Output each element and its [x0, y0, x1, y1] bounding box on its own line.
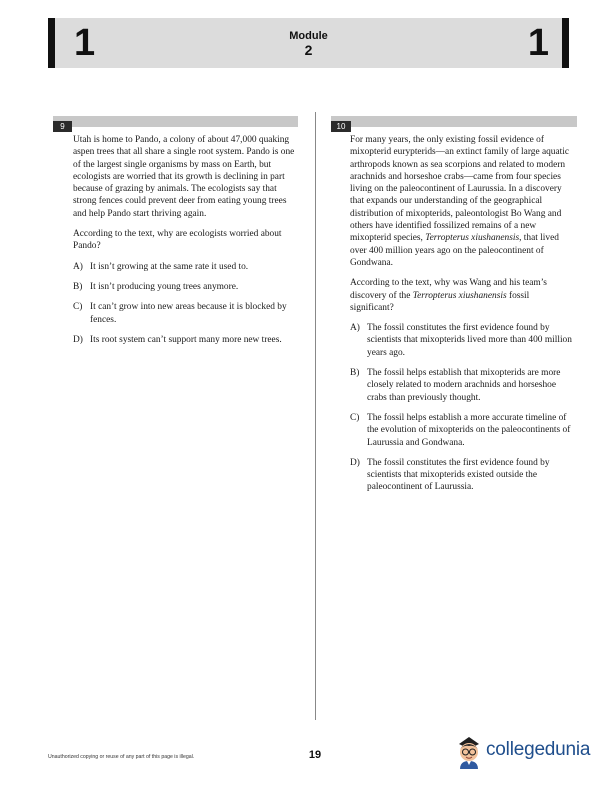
question-9-number: 9	[53, 121, 72, 132]
question-10-choices	[350, 322, 575, 494]
species-name: Terropterus xiushanensis	[412, 290, 507, 301]
choice-letter: C)	[350, 412, 360, 423]
answer-choice-b[interactable]	[73, 281, 295, 293]
passage-text: For many years, the only existing fossil evidence of mixopterid eurypterids—an extinct family of large aquatic arthropods known as sea scorpions and related to modern arachnids and horseshoe crabs—came from four species living on the paleocontinent of Laurussia. In a discovery that expands our understanding of the geographical distribution of mixopterids, paleontologist Bo Wang and others have identified fossilized remains of a new mixopterid species,	[350, 135, 570, 244]
choice-text: It can’t grow into new areas because it is blocked by fences.	[90, 302, 287, 325]
choice-text: It isn’t growing at the same rate it used to.	[90, 261, 249, 272]
prompt-text-end: fossil significant?	[350, 290, 530, 313]
choice-letter: B)	[73, 281, 83, 292]
question-10	[350, 134, 575, 502]
question-10-prompt	[350, 277, 575, 314]
choice-text: The fossil helps establish a more accurate timeline of the evolution of mixopterids on the paleocontinents of Laurussia and Gondwana.	[367, 412, 571, 448]
answer-choice-c[interactable]	[350, 412, 575, 449]
module-number: 2	[304, 42, 313, 58]
student-mascot-icon	[454, 731, 484, 769]
question-10-bar	[331, 116, 577, 131]
module-header	[48, 18, 569, 68]
choice-text: Its root system can’t support many more new trees.	[90, 334, 282, 345]
answer-choice-d[interactable]	[73, 334, 295, 346]
section-number-left: 1	[74, 22, 96, 64]
choice-text: The fossil helps establish that mixopterids are more closely related to modern arachnids and horseshoe crabs than previously thought.	[367, 368, 561, 403]
species-name: Terropterus xiushanensis	[425, 233, 520, 244]
choice-letter: D)	[73, 334, 83, 345]
column-divider	[315, 112, 316, 720]
question-9	[73, 134, 295, 354]
question-9-bar	[53, 116, 298, 131]
answer-choice-a[interactable]	[350, 322, 575, 359]
question-10-passage	[350, 134, 575, 269]
choice-letter: A)	[73, 261, 83, 272]
page-number: 19	[308, 749, 322, 761]
question-9-passage: Utah is home to Pando, a colony of about 47,000 quaking aspen trees that all share a single root system. Pando is one of the largest single organisms by mass on Earth, but ecologists are worried that its growth is declining in part because of grazing by animals. The ecologists say that strong fences could prevent deer from eating young trees and help Pando start thriving again.	[73, 135, 295, 219]
copyright-note: Unauthorized copying or reuse of any part of this page is illegal.	[48, 754, 195, 760]
passage-text-end: , that lived over 400 million years ago on the paleocontinent of Gondwana.	[350, 233, 559, 268]
choice-letter: C)	[73, 302, 83, 313]
choice-letter: B)	[350, 368, 360, 379]
module-label	[48, 30, 569, 59]
answer-choice-b[interactable]	[350, 367, 575, 404]
choice-text: The fossil constitutes the first evidence found by scientists that mixopterids existed outside the paleocontinent of Laurussia.	[367, 457, 550, 493]
question-9-choices	[73, 261, 295, 346]
answer-choice-a[interactable]	[73, 261, 295, 273]
question-9-prompt: According to the text, why are ecologists worried about Pando?	[73, 229, 282, 252]
question-10-number: 10	[331, 121, 351, 132]
header-right-bar	[562, 18, 569, 68]
choice-letter: A)	[350, 323, 360, 334]
answer-choice-c[interactable]	[73, 301, 295, 326]
choice-text: The fossil constitutes the first evidence found by scientists that mixopterids lived more than 400 million years ago.	[367, 323, 572, 358]
choice-letter: D)	[350, 457, 360, 468]
section-number-right: 1	[527, 22, 549, 64]
answer-choice-d[interactable]	[350, 457, 575, 494]
prompt-text: According to the text, why was Wang and his team’s discovery of the	[350, 278, 547, 301]
module-label-text: Module	[289, 30, 328, 42]
choice-text: It isn’t producing young trees anymore.	[90, 281, 239, 292]
logo-text: collegedunia	[486, 739, 591, 760]
collegedunia-logo[interactable]	[454, 730, 590, 770]
